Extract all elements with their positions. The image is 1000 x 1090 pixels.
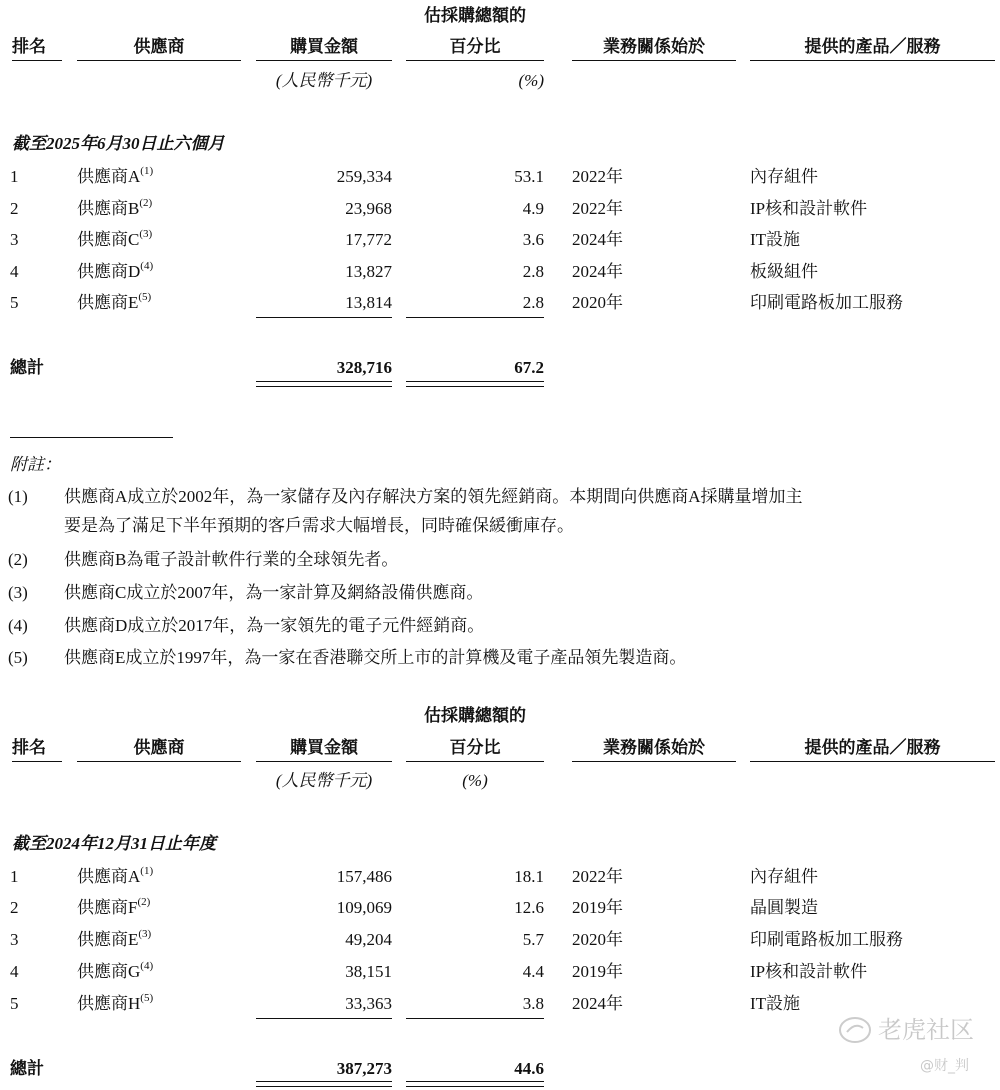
col-amount: 購買金額 (290, 738, 358, 757)
subtotal-rule (256, 317, 392, 318)
supplier-name: 供應商F (77, 898, 138, 917)
rank: 4 (10, 962, 19, 981)
amount: 13,814 (345, 293, 392, 312)
note-text: 供應商C成立於2007年，為一家計算及網絡設備供應商。 (64, 583, 484, 602)
amount: 38,151 (345, 962, 392, 981)
product: IP核和設計軟件 (750, 199, 868, 218)
total-double-rule (256, 1081, 392, 1087)
total-double-rule (406, 381, 544, 387)
supplier (77, 262, 153, 282)
since: 2019年 (572, 962, 623, 981)
subtotal-rule (406, 1018, 544, 1019)
pct: 4.4 (522, 962, 544, 981)
footnote-ref: (3) (138, 928, 152, 941)
since: 2024年 (572, 262, 623, 281)
rank: 5 (10, 994, 19, 1013)
amount: 13,827 (345, 262, 392, 281)
supplier (77, 167, 153, 187)
header-rule (256, 761, 392, 762)
total-label: 總計 (10, 1059, 44, 1078)
supplier (77, 293, 151, 313)
product: IP核和設計軟件 (750, 962, 868, 981)
col-since: 業務關係始於 (603, 37, 705, 56)
footnote-ref: (1) (140, 865, 154, 878)
col-product: 提供的產品／服務 (804, 738, 941, 757)
footnote-ref: (1) (140, 165, 154, 178)
since: 2022年 (572, 867, 623, 886)
note-text: 要是為了滿足下半年預期的客戶需求大幅增長，同時確保緩衝庫存。 (64, 516, 574, 535)
supplier-name: 供應商E (77, 930, 139, 949)
subtotal-rule (256, 1018, 392, 1019)
supplier-name: 供應商H (77, 994, 141, 1013)
unit-amount: (人民幣千元) (275, 71, 373, 90)
footnote-ref: (4) (140, 260, 154, 273)
note-number: (4) (8, 616, 28, 635)
since: 2024年 (572, 230, 623, 249)
rank: 2 (10, 199, 19, 218)
amount: 157,486 (336, 867, 392, 886)
tiger-logo-icon (838, 1016, 872, 1044)
total-amount: 328,716 (336, 358, 392, 377)
col-pct: 百分比 (449, 37, 501, 56)
total-double-rule (256, 381, 392, 387)
product: 板級組件 (750, 262, 818, 281)
watermark-brand: 老虎社区 (878, 1016, 974, 1044)
supplier (77, 994, 153, 1014)
col-since: 業務關係始於 (603, 738, 705, 757)
since: 2022年 (572, 167, 623, 186)
product: 印刷電路板加工服務 (750, 293, 903, 312)
pct: 4.9 (522, 199, 544, 218)
header-rule (77, 761, 241, 762)
rank: 1 (10, 867, 19, 886)
supplier (77, 930, 151, 950)
supplier-name: 供應商E (77, 293, 139, 312)
pct: 3.6 (522, 230, 544, 249)
supplier (77, 867, 153, 887)
rank: 4 (10, 262, 19, 281)
footnote-ref: (4) (140, 960, 154, 973)
subtotal-rule (406, 317, 544, 318)
header-rule (256, 60, 392, 61)
amount: 17,772 (345, 230, 392, 249)
product: IT設施 (750, 994, 801, 1013)
col-supplier: 供應商 (133, 37, 185, 56)
supplier-name: 供應商A (77, 167, 141, 186)
pct: 2.8 (522, 293, 544, 312)
pct: 3.8 (522, 994, 544, 1013)
since: 2020年 (572, 293, 623, 312)
total-double-rule (406, 1081, 544, 1087)
notes-title: 附註： (10, 455, 61, 474)
supplier (77, 962, 153, 982)
header-top-label: 估採購總額的 (424, 706, 526, 725)
rank: 1 (10, 167, 19, 186)
footnote-ref: (3) (139, 228, 153, 241)
watermark-handle: @财_判 (920, 1058, 969, 1074)
footnote-ref: (2) (139, 197, 153, 210)
supplier (77, 230, 152, 250)
col-rank: 排名 (12, 738, 46, 757)
product: IT設施 (750, 230, 801, 249)
supplier-name: 供應商B (77, 199, 140, 218)
total-label: 總計 (10, 358, 44, 377)
col-supplier: 供應商 (133, 738, 185, 757)
header-rule (12, 761, 62, 762)
unit-pct: (%) (462, 771, 488, 790)
note-text: 供應商B為電子設計軟件行業的全球領先者。 (64, 550, 399, 569)
header-rule (572, 761, 736, 762)
pct: 18.1 (514, 867, 544, 886)
note-number: (3) (8, 583, 28, 602)
since: 2022年 (572, 199, 623, 218)
unit-amount: (人民幣千元) (275, 771, 373, 790)
header-rule (750, 761, 995, 762)
amount: 109,069 (336, 898, 392, 917)
supplier (77, 898, 150, 918)
footnote-ref: (2) (137, 896, 151, 909)
note-number: (5) (8, 648, 28, 667)
total-pct: 67.2 (514, 358, 544, 377)
note-number: (2) (8, 550, 28, 569)
product: 內存組件 (750, 167, 818, 186)
product: 內存組件 (750, 867, 818, 886)
pct: 5.7 (522, 930, 544, 949)
footnote-ref: (5) (138, 291, 152, 304)
note-text: 供應商D成立於2017年，為一家領先的電子元件經銷商。 (64, 616, 485, 635)
unit-pct: (%) (518, 71, 544, 90)
header-rule (12, 60, 62, 61)
pct: 12.6 (514, 898, 544, 917)
product: 晶圓製造 (750, 898, 818, 917)
product: 印刷電路板加工服務 (750, 930, 903, 949)
supplier-name: 供應商C (77, 230, 140, 249)
amount: 49,204 (345, 930, 392, 949)
rank: 3 (10, 230, 19, 249)
col-pct: 百分比 (449, 738, 501, 757)
col-amount: 購買金額 (290, 37, 358, 56)
pct: 53.1 (514, 167, 544, 186)
col-rank: 排名 (12, 37, 46, 56)
header-top-label: 估採購總額的 (424, 6, 526, 25)
total-amount: 387,273 (336, 1059, 392, 1078)
note-number: (1) (8, 487, 28, 506)
header-rule (572, 60, 736, 61)
header-rule (406, 761, 544, 762)
note-text: 供應商E成立於1997年，為一家在香港聯交所上市的計算機及電子產品領先製造商。 (64, 648, 687, 667)
header-rule (406, 60, 544, 61)
period-label: 截至2025年6月30日止六個月 (12, 134, 225, 153)
amount: 23,968 (345, 199, 392, 218)
supplier (77, 199, 152, 219)
since: 2024年 (572, 994, 623, 1013)
total-pct: 44.6 (514, 1059, 544, 1078)
rank: 2 (10, 898, 19, 917)
header-rule (77, 60, 241, 61)
pct: 2.8 (522, 262, 544, 281)
supplier-name: 供應商A (77, 867, 141, 886)
footnote-ref: (5) (140, 992, 154, 1005)
since: 2019年 (572, 898, 623, 917)
amount: 259,334 (336, 167, 392, 186)
col-product: 提供的產品／服務 (804, 37, 941, 56)
note-text: 供應商A成立於2002年，為一家儲存及內存解決方案的領先經銷商。本期間向供應商A採購量增加主 (64, 487, 803, 506)
rank: 5 (10, 293, 19, 312)
since: 2020年 (572, 930, 623, 949)
supplier-name: 供應商G (77, 962, 141, 981)
amount: 33,363 (345, 994, 392, 1013)
header-rule (750, 60, 995, 61)
supplier-name: 供應商D (77, 262, 141, 281)
rank: 3 (10, 930, 19, 949)
footnote-divider (10, 437, 173, 438)
period-label: 截至2024年12月31日止年度 (12, 834, 216, 853)
